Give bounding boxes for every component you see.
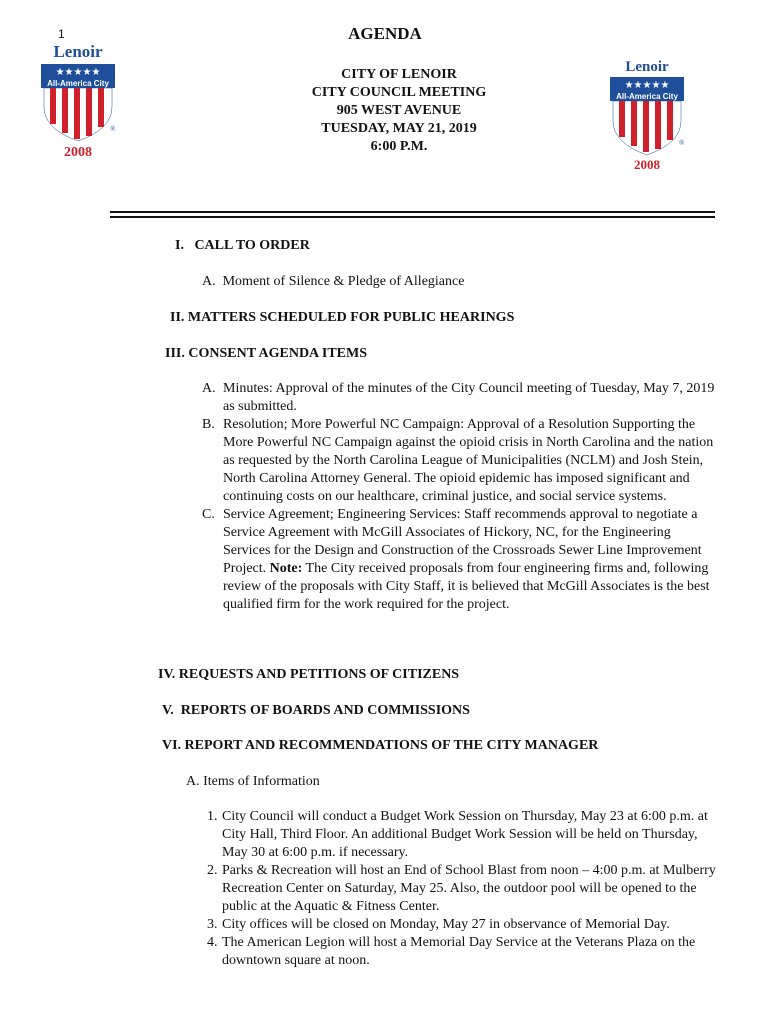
logo-registered: ® xyxy=(679,139,685,147)
logo-name: Lenoir xyxy=(625,59,669,75)
all-america-city-logo-right xyxy=(607,55,687,177)
consent-item-minutes xyxy=(202,380,717,416)
item-text: Minutes: Approval of the minutes of the City Council meeting of Tuesday, May 7, 2019 as submitted. xyxy=(223,381,715,414)
item-text xyxy=(223,506,717,614)
header-rule-top xyxy=(110,211,715,213)
item-text-main: Service Agreement; Engineering Services: Staff recommends approval to negotiate a Service Agreement with McGill Associates of Hickory, NC, for the Engineering Services for the Design and Construction of the Crossroads Sewer Line Improvement Project. xyxy=(223,507,702,576)
info-item-budget-session xyxy=(207,808,717,862)
item-label: B. xyxy=(202,417,215,432)
item-text-note: The City received proposals from four engineering firms and, following review of the proposals with City Staff, it is believed that McGill Associates is the best qualified firm for the work required for the project. xyxy=(223,561,710,612)
header-date: TUESDAY, MAY 21, 2019 xyxy=(321,121,477,136)
logo-subtitle: All-America City xyxy=(616,92,678,101)
document-title: AGENDA xyxy=(348,24,422,43)
item-moment-of-silence: A. Moment of Silence & Pledge of Allegiance xyxy=(202,274,465,289)
logo-stars: ★★★★★ xyxy=(624,80,670,91)
meeting-header xyxy=(230,66,568,156)
header-meeting: CITY COUNCIL MEETING xyxy=(311,85,487,100)
logo-subtitle: All-America City xyxy=(47,79,109,88)
consent-item-resolution xyxy=(202,416,717,506)
header-address: 905 WEST AVENUE xyxy=(336,103,462,118)
section-reports-boards: V. REPORTS OF BOARDS AND COMMISSIONS xyxy=(162,703,470,718)
section-consent-agenda: III. CONSENT AGENDA ITEMS xyxy=(165,346,368,361)
section-public-hearings: II. MATTERS SCHEDULED FOR PUBLIC HEARINGS xyxy=(170,310,515,325)
item-text: Parks & Recreation will host an End of School Blast from noon – 4:00 p.m. at Mulberry Recreation Center on Saturday, May 25. Also, the outdoor pool will be opened to the public at the Aquatic & Fitness Center. xyxy=(222,863,716,914)
logo-year: 2008 xyxy=(634,157,660,172)
all-america-city-logo-left xyxy=(38,37,118,159)
item-text: City Council will conduct a Budget Work Session on Thursday, May 23 at 6:00 p.m. at City Hall, Third Floor. An additional Budget Work Session will be held on Thursday, May 30 at 6:00 p.m. if necessary. xyxy=(222,809,708,860)
item-text: Resolution; More Powerful NC Campaign: Approval of a Resolution Supporting the More Powerful NC Campaign against the opioid crisis in North Carolina and the nation as requested by the North Carolina League of Municipalities (NCLM) and Josh Stein, North Carolina Attorney General. The opioid epidemic has imposed significant and continuing costs on our healthcare, criminal justice, and social service systems. xyxy=(223,417,714,504)
item-text: The American Legion will host a Memorial Day Service at the Veterans Plaza on the downtown square at noon. xyxy=(222,935,696,968)
logo-name: Lenoir xyxy=(53,42,103,61)
page-number: 1 xyxy=(58,27,65,41)
consent-agenda-list xyxy=(202,380,717,614)
header-time: 6:00 P.M. xyxy=(370,139,428,154)
item-label: C. xyxy=(202,507,215,522)
item-text: City offices will be closed on Monday, May 27 in observance of Memorial Day. xyxy=(222,917,670,932)
info-item-school-blast xyxy=(207,862,717,916)
item-label: 1. xyxy=(207,809,218,824)
item-label: 2. xyxy=(207,863,218,878)
header-city: CITY OF LENOIR xyxy=(341,67,457,82)
section-city-manager: VI. REPORT AND RECOMMENDATIONS OF THE CITY MANAGER xyxy=(162,738,599,753)
logo-stars: ★★★★★ xyxy=(55,67,101,78)
information-list xyxy=(207,808,717,970)
note-label: Note: xyxy=(269,561,303,576)
logo-registered: ® xyxy=(110,125,116,133)
items-of-information-heading: A. Items of Information xyxy=(186,774,320,789)
header-rule-bottom xyxy=(110,216,715,218)
info-item-memorial-day-service xyxy=(207,934,717,970)
consent-item-service-agreement xyxy=(202,506,717,614)
logo-year: 2008 xyxy=(64,145,92,159)
section-call-to-order: I. CALL TO ORDER xyxy=(175,238,310,253)
item-label: A. xyxy=(202,381,216,396)
section-requests-petitions: IV. REQUESTS AND PETITIONS OF CITIZENS xyxy=(158,667,460,682)
item-label: 4. xyxy=(207,935,218,950)
item-label: 3. xyxy=(207,917,218,932)
info-item-memorial-day-closure xyxy=(207,916,717,934)
